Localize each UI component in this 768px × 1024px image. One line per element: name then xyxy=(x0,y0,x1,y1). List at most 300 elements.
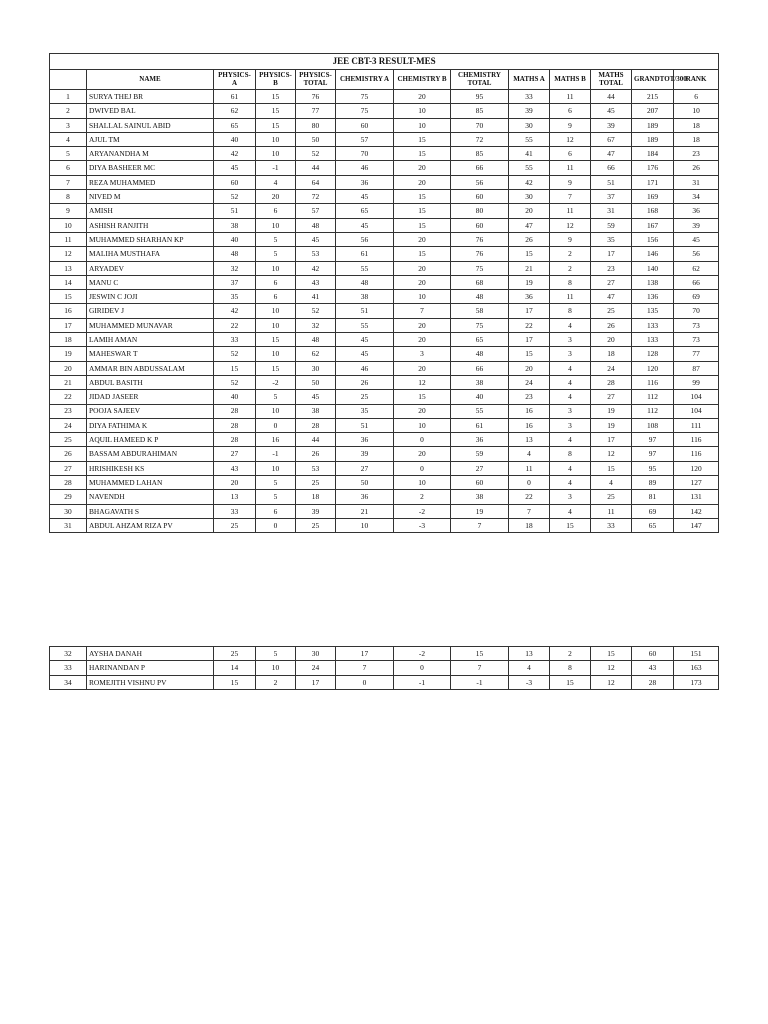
score-cell: 20 xyxy=(394,404,451,418)
score-cell: 3 xyxy=(394,347,451,361)
table-row xyxy=(50,647,719,661)
score-cell: 5 xyxy=(256,490,296,504)
score-cell: 11 xyxy=(550,90,591,104)
score-cell: 59 xyxy=(451,447,509,461)
score-cell: 45 xyxy=(674,232,719,246)
serial-cell: 12 xyxy=(50,247,87,261)
score-cell: 40 xyxy=(214,132,256,146)
score-cell: 138 xyxy=(632,275,674,289)
score-cell: 25 xyxy=(296,476,336,490)
score-cell: 19 xyxy=(451,504,509,518)
score-cell: 15 xyxy=(451,647,509,661)
score-cell: 18 xyxy=(674,118,719,132)
score-cell: 75 xyxy=(336,90,394,104)
table-row xyxy=(50,90,719,104)
score-cell: 77 xyxy=(674,347,719,361)
score-cell: 151 xyxy=(674,647,719,661)
score-cell: 2 xyxy=(394,490,451,504)
score-cell: 51 xyxy=(214,204,256,218)
score-cell: 60 xyxy=(214,175,256,189)
score-cell: 12 xyxy=(591,447,632,461)
table-row xyxy=(50,661,719,675)
score-cell: 4 xyxy=(591,476,632,490)
name-cell: MANU C xyxy=(87,275,214,289)
score-cell: 215 xyxy=(632,90,674,104)
score-cell: 77 xyxy=(296,104,336,118)
score-cell: 13 xyxy=(214,490,256,504)
score-cell: 11 xyxy=(550,204,591,218)
score-cell: 61 xyxy=(451,418,509,432)
score-cell: 15 xyxy=(256,118,296,132)
score-cell: 40 xyxy=(451,390,509,404)
score-cell: -2 xyxy=(394,504,451,518)
score-cell: 9 xyxy=(550,232,591,246)
score-cell: 60 xyxy=(451,218,509,232)
score-cell: 108 xyxy=(632,418,674,432)
score-cell: 20 xyxy=(394,361,451,375)
column-header: MATHS B xyxy=(550,70,591,90)
column-header: NAME xyxy=(87,70,214,90)
name-cell: BHAGAVATH S xyxy=(87,504,214,518)
table-row xyxy=(50,418,719,432)
serial-cell: 34 xyxy=(50,675,87,689)
score-cell: 42 xyxy=(296,261,336,275)
score-cell: 51 xyxy=(336,304,394,318)
name-cell: ABDUL BASITH xyxy=(87,375,214,389)
score-cell: 189 xyxy=(632,118,674,132)
serial-cell: 33 xyxy=(50,661,87,675)
score-cell: 36 xyxy=(451,433,509,447)
table-row xyxy=(50,161,719,175)
score-cell: 76 xyxy=(451,247,509,261)
serial-cell: 1 xyxy=(50,90,87,104)
table-row xyxy=(50,347,719,361)
score-cell: 10 xyxy=(674,104,719,118)
score-cell: 41 xyxy=(296,290,336,304)
score-cell: 48 xyxy=(296,218,336,232)
score-cell: -3 xyxy=(394,518,451,532)
score-cell: 10 xyxy=(256,404,296,418)
score-cell: 36 xyxy=(509,290,550,304)
score-cell: 36 xyxy=(336,175,394,189)
score-cell: 27 xyxy=(214,447,256,461)
score-cell: 6 xyxy=(256,204,296,218)
score-cell: 3 xyxy=(550,333,591,347)
score-cell: 73 xyxy=(674,318,719,332)
score-cell: -3 xyxy=(509,675,550,689)
table-row xyxy=(50,404,719,418)
score-cell: 56 xyxy=(336,232,394,246)
score-cell: 15 xyxy=(550,518,591,532)
score-cell: 169 xyxy=(632,190,674,204)
name-cell: AYSHA DANAH xyxy=(87,647,214,661)
score-cell: 45 xyxy=(296,390,336,404)
score-cell: 24 xyxy=(509,375,550,389)
score-cell: 4 xyxy=(550,461,591,475)
name-cell: ASHISH RANJITH xyxy=(87,218,214,232)
score-cell: 17 xyxy=(591,433,632,447)
score-cell: 112 xyxy=(632,390,674,404)
score-cell: 135 xyxy=(632,304,674,318)
score-cell: 15 xyxy=(394,218,451,232)
score-cell: 61 xyxy=(214,90,256,104)
score-cell: 5 xyxy=(256,247,296,261)
score-cell: -1 xyxy=(451,675,509,689)
score-cell: 7 xyxy=(509,504,550,518)
serial-cell: 32 xyxy=(50,647,87,661)
serial-cell: 13 xyxy=(50,261,87,275)
table-row xyxy=(50,390,719,404)
name-cell: MUHAMMED SHARHAN KP xyxy=(87,232,214,246)
table-row xyxy=(50,204,719,218)
table-row xyxy=(50,476,719,490)
score-cell: 26 xyxy=(674,161,719,175)
score-cell: 95 xyxy=(451,90,509,104)
score-cell: 65 xyxy=(214,118,256,132)
score-cell: 44 xyxy=(591,90,632,104)
score-cell: 7 xyxy=(336,661,394,675)
score-cell: 22 xyxy=(509,318,550,332)
score-cell: 35 xyxy=(214,290,256,304)
score-cell: 15 xyxy=(394,390,451,404)
serial-cell: 5 xyxy=(50,147,87,161)
score-cell: 97 xyxy=(632,447,674,461)
score-cell: 66 xyxy=(451,361,509,375)
score-cell: 31 xyxy=(674,175,719,189)
score-cell: 32 xyxy=(296,318,336,332)
score-cell: 69 xyxy=(632,504,674,518)
score-cell: 45 xyxy=(336,347,394,361)
score-cell: 6 xyxy=(674,90,719,104)
score-cell: 146 xyxy=(632,247,674,261)
score-cell: 5 xyxy=(256,476,296,490)
score-cell: 55 xyxy=(336,318,394,332)
score-cell: 60 xyxy=(451,476,509,490)
serial-cell: 21 xyxy=(50,375,87,389)
score-cell: 20 xyxy=(394,318,451,332)
score-cell: 80 xyxy=(296,118,336,132)
header-row xyxy=(50,70,719,90)
score-cell: 37 xyxy=(214,275,256,289)
score-cell: 35 xyxy=(591,232,632,246)
score-cell: 8 xyxy=(550,275,591,289)
score-cell: 60 xyxy=(451,190,509,204)
name-cell: POOJA SAJEEV xyxy=(87,404,214,418)
score-cell: 52 xyxy=(214,190,256,204)
serial-cell: 15 xyxy=(50,290,87,304)
score-cell: 20 xyxy=(509,361,550,375)
name-cell: AMMAR BIN ABDUSSALAM xyxy=(87,361,214,375)
score-cell: 112 xyxy=(632,404,674,418)
score-cell: 5 xyxy=(256,390,296,404)
score-cell: 48 xyxy=(451,347,509,361)
column-header: PHYSICS-TOTAL xyxy=(296,70,336,90)
score-cell: 140 xyxy=(632,261,674,275)
score-cell: 133 xyxy=(632,318,674,332)
score-cell: 34 xyxy=(674,190,719,204)
score-cell: 41 xyxy=(509,147,550,161)
score-cell: 25 xyxy=(591,304,632,318)
score-cell: 19 xyxy=(591,418,632,432)
table-row xyxy=(50,247,719,261)
score-cell: 36 xyxy=(336,433,394,447)
score-cell: 72 xyxy=(451,132,509,146)
serial-cell: 24 xyxy=(50,418,87,432)
score-cell: 42 xyxy=(509,175,550,189)
score-cell: 15 xyxy=(509,347,550,361)
score-cell: 21 xyxy=(509,261,550,275)
score-cell: 147 xyxy=(674,518,719,532)
serial-cell: 20 xyxy=(50,361,87,375)
score-cell: 75 xyxy=(451,318,509,332)
score-cell: 65 xyxy=(632,518,674,532)
score-cell: 3 xyxy=(550,490,591,504)
name-cell: HARINANDAN P xyxy=(87,661,214,675)
score-cell: 10 xyxy=(256,261,296,275)
score-cell: 30 xyxy=(296,361,336,375)
name-cell: ABDUL AHZAM RIZA PV xyxy=(87,518,214,532)
score-cell: 28 xyxy=(632,675,674,689)
score-cell: 15 xyxy=(509,247,550,261)
score-cell: 81 xyxy=(632,490,674,504)
score-cell: 28 xyxy=(214,418,256,432)
score-cell: 66 xyxy=(451,161,509,175)
score-cell: 20 xyxy=(214,476,256,490)
name-cell: AJUL TM xyxy=(87,132,214,146)
score-cell: 10 xyxy=(394,118,451,132)
score-cell: 10 xyxy=(256,318,296,332)
score-cell: -1 xyxy=(256,447,296,461)
score-cell: 4 xyxy=(550,476,591,490)
score-cell: 15 xyxy=(256,90,296,104)
score-cell: 111 xyxy=(674,418,719,432)
score-cell: 19 xyxy=(591,404,632,418)
score-cell: 156 xyxy=(632,232,674,246)
score-cell: 70 xyxy=(336,147,394,161)
score-cell: 70 xyxy=(674,304,719,318)
score-cell: 28 xyxy=(591,375,632,389)
name-cell: MUHAMMED LAHAN xyxy=(87,476,214,490)
score-cell: 57 xyxy=(336,132,394,146)
table-row xyxy=(50,104,719,118)
score-cell: 45 xyxy=(336,218,394,232)
score-cell: 12 xyxy=(591,661,632,675)
score-cell: 48 xyxy=(296,333,336,347)
serial-cell: 11 xyxy=(50,232,87,246)
score-cell: 50 xyxy=(336,476,394,490)
score-cell: 133 xyxy=(632,333,674,347)
score-cell: 127 xyxy=(674,476,719,490)
score-cell: 16 xyxy=(509,418,550,432)
score-cell: 51 xyxy=(591,175,632,189)
name-cell: GIRIDEV J xyxy=(87,304,214,318)
score-cell: 28 xyxy=(214,404,256,418)
score-cell: 38 xyxy=(336,290,394,304)
score-cell: 64 xyxy=(296,175,336,189)
score-cell: 9 xyxy=(550,118,591,132)
table-row xyxy=(50,261,719,275)
score-cell: 56 xyxy=(451,175,509,189)
score-cell: 65 xyxy=(451,333,509,347)
column-header: RANK xyxy=(674,70,719,90)
score-cell: 38 xyxy=(451,490,509,504)
table-row xyxy=(50,361,719,375)
column-header: PHYSICS-B xyxy=(256,70,296,90)
score-cell: 116 xyxy=(674,447,719,461)
score-cell: 97 xyxy=(632,433,674,447)
table-row xyxy=(50,290,719,304)
score-cell: 15 xyxy=(394,132,451,146)
score-cell: 38 xyxy=(214,218,256,232)
score-cell: 12 xyxy=(550,132,591,146)
table-row xyxy=(50,504,719,518)
score-cell: 46 xyxy=(336,361,394,375)
score-cell: 10 xyxy=(256,461,296,475)
score-cell: 13 xyxy=(509,433,550,447)
score-cell: 16 xyxy=(509,404,550,418)
score-cell: 52 xyxy=(214,347,256,361)
table-row xyxy=(50,447,719,461)
score-cell: 45 xyxy=(214,161,256,175)
score-cell: 7 xyxy=(451,661,509,675)
column-header: CHEMISTRY TOTAL xyxy=(451,70,509,90)
score-cell: 53 xyxy=(296,461,336,475)
score-cell: 116 xyxy=(632,375,674,389)
serial-cell: 23 xyxy=(50,404,87,418)
score-cell: 20 xyxy=(394,333,451,347)
score-cell: 20 xyxy=(394,447,451,461)
score-cell: 2 xyxy=(256,675,296,689)
score-cell: 23 xyxy=(509,390,550,404)
serial-cell: 3 xyxy=(50,118,87,132)
score-cell: 18 xyxy=(591,347,632,361)
score-cell: 16 xyxy=(256,433,296,447)
score-cell: 27 xyxy=(336,461,394,475)
score-cell: 38 xyxy=(296,404,336,418)
score-cell: 10 xyxy=(256,661,296,675)
score-cell: 30 xyxy=(509,118,550,132)
score-cell: 104 xyxy=(674,404,719,418)
table-row xyxy=(50,304,719,318)
score-cell: 2 xyxy=(550,647,591,661)
score-cell: 0 xyxy=(509,476,550,490)
column-header: CHEMISTRY B xyxy=(394,70,451,90)
score-cell: 17 xyxy=(336,647,394,661)
score-cell: 65 xyxy=(336,204,394,218)
score-cell: 60 xyxy=(632,647,674,661)
score-cell: 0 xyxy=(394,661,451,675)
serial-cell: 8 xyxy=(50,190,87,204)
score-cell: 184 xyxy=(632,147,674,161)
score-cell: 20 xyxy=(394,175,451,189)
score-cell: 37 xyxy=(591,190,632,204)
score-cell: 18 xyxy=(296,490,336,504)
name-cell: ARYANANDHA M xyxy=(87,147,214,161)
name-cell: LAMIH AMAN xyxy=(87,333,214,347)
serial-cell: 30 xyxy=(50,504,87,518)
score-cell: 85 xyxy=(451,104,509,118)
score-cell: 18 xyxy=(674,132,719,146)
score-cell: 27 xyxy=(451,461,509,475)
table-body-continued xyxy=(50,647,719,690)
score-cell: 75 xyxy=(336,104,394,118)
score-cell: 30 xyxy=(296,647,336,661)
score-cell: 50 xyxy=(296,132,336,146)
result-table-continued xyxy=(49,646,719,690)
table-row xyxy=(50,175,719,189)
score-cell: 10 xyxy=(394,476,451,490)
score-cell: 52 xyxy=(296,304,336,318)
score-cell: 23 xyxy=(674,147,719,161)
score-cell: 47 xyxy=(591,147,632,161)
table-body xyxy=(50,90,719,533)
score-cell: 20 xyxy=(394,261,451,275)
score-cell: 22 xyxy=(509,490,550,504)
score-cell: 5 xyxy=(256,647,296,661)
score-cell: 207 xyxy=(632,104,674,118)
name-cell: DWIVED BAL xyxy=(87,104,214,118)
score-cell: 18 xyxy=(509,518,550,532)
name-cell: MAHESWAR T xyxy=(87,347,214,361)
score-cell: 20 xyxy=(394,161,451,175)
score-cell: 35 xyxy=(336,404,394,418)
score-cell: 39 xyxy=(296,504,336,518)
name-cell: REZA MUHAMMED xyxy=(87,175,214,189)
score-cell: 10 xyxy=(336,518,394,532)
score-cell: 46 xyxy=(336,161,394,175)
name-cell: BASSAM ABDURAHIMAN xyxy=(87,447,214,461)
score-cell: 6 xyxy=(550,147,591,161)
name-cell: HRISHIKESH KS xyxy=(87,461,214,475)
score-cell: 15 xyxy=(550,675,591,689)
score-cell: 47 xyxy=(509,218,550,232)
table-row xyxy=(50,118,719,132)
score-cell: 15 xyxy=(591,647,632,661)
score-cell: 15 xyxy=(256,104,296,118)
score-cell: 20 xyxy=(591,333,632,347)
score-cell: 45 xyxy=(336,333,394,347)
score-cell: 44 xyxy=(296,433,336,447)
name-cell: DIYA FATHIMA K xyxy=(87,418,214,432)
score-cell: 32 xyxy=(214,261,256,275)
column-header: PHYSICS-A xyxy=(214,70,256,90)
score-cell: 20 xyxy=(394,90,451,104)
score-cell: 52 xyxy=(214,375,256,389)
score-cell: 6 xyxy=(256,275,296,289)
score-cell: 10 xyxy=(256,132,296,146)
score-cell: 55 xyxy=(451,404,509,418)
score-cell: 73 xyxy=(674,333,719,347)
score-cell: 163 xyxy=(674,661,719,675)
score-cell: 42 xyxy=(214,147,256,161)
score-cell: 128 xyxy=(632,347,674,361)
score-cell: 6 xyxy=(550,104,591,118)
score-cell: 26 xyxy=(591,318,632,332)
score-cell: 76 xyxy=(451,232,509,246)
score-cell: 11 xyxy=(591,504,632,518)
serial-cell: 9 xyxy=(50,204,87,218)
score-cell: 6 xyxy=(256,290,296,304)
score-cell: 19 xyxy=(509,275,550,289)
score-cell: -2 xyxy=(394,647,451,661)
score-cell: 15 xyxy=(394,204,451,218)
name-cell: SURYA THEJ BR xyxy=(87,90,214,104)
name-cell: ROMEJITH VISHNU PV xyxy=(87,675,214,689)
score-cell: 4 xyxy=(550,318,591,332)
score-cell: 12 xyxy=(550,218,591,232)
serial-cell: 26 xyxy=(50,447,87,461)
score-cell: 67 xyxy=(591,132,632,146)
